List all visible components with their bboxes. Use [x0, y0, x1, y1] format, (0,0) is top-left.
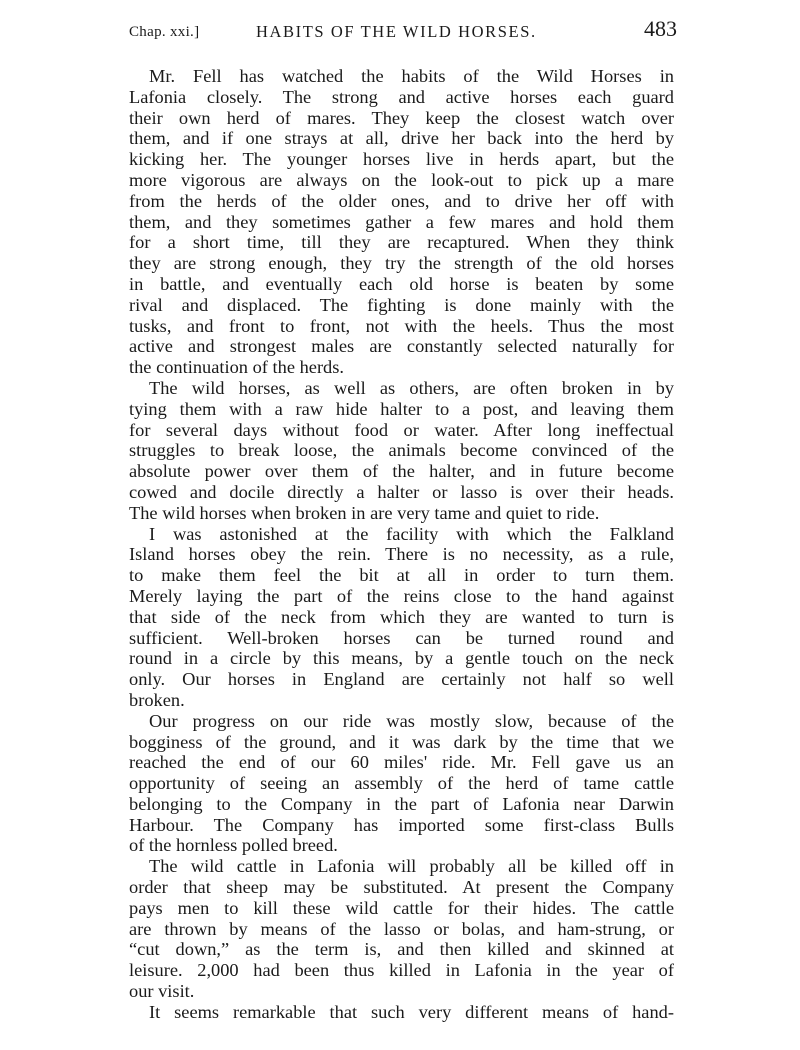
- text-line: The wild cattle in Lafonia will probably all be killed off in: [149, 856, 674, 877]
- paragraph: [129, 711, 674, 857]
- text-line: are thrown by means of the lasso or bolas, and ham-strung, or: [129, 918, 674, 939]
- text-line: more vigorous are always on the look-out to pick up a mare: [129, 169, 674, 190]
- text-line: Merely laying the part of the reins close to the hand against: [129, 585, 674, 606]
- text-line: bogginess of the ground, and it was dark by the time that we: [129, 731, 674, 752]
- text-line: leisure. 2,000 had been thus killed in Lafonia in the year of: [129, 960, 674, 981]
- text-line: round in a circle by this means, by a gentle touch on the neck: [129, 648, 674, 669]
- paragraph: [129, 1002, 674, 1023]
- text-line: The wild horses, as well as others, are often broken in by: [149, 377, 674, 398]
- text-line: Our progress on our ride was mostly slow, because of the: [149, 710, 674, 731]
- text-line: rival and displaced. The fighting is done mainly with the: [129, 294, 674, 315]
- text-line: our visit.: [129, 981, 195, 1002]
- text-line: order that sheep may be substituted. At present the Company: [129, 877, 674, 898]
- text-line: belonging to the Company in the part of Lafonia near Darwin: [129, 793, 674, 814]
- text-line: Island horses obey the rein. There is no necessity, as a rule,: [129, 544, 674, 565]
- text-line: sufficient. Well-broken horses can be turned round and: [129, 627, 674, 648]
- text-line: that side of the neck from which they are wanted to turn is: [129, 606, 674, 627]
- text-line: from the herds of the older ones, and to drive her off with: [129, 190, 674, 211]
- text-line: they are strong enough, they try the strength of the old horses: [129, 253, 674, 274]
- text-line: I was astonished at the facility with which the Falkland: [149, 523, 674, 544]
- text-line: their own herd of mares. They keep the closest watch over: [129, 107, 674, 128]
- text-line: tusks, and front to front, not with the heels. Thus the most: [129, 315, 674, 336]
- page-number: 483: [644, 16, 677, 41]
- text-line: Mr. Fell has watched the habits of the Wild Horses in: [149, 66, 674, 86]
- running-head: [129, 16, 677, 50]
- text-line: Harbour. The Company has imported some first-class Bulls: [129, 814, 674, 835]
- text-line: only. Our horses in England are certainly not half so well: [129, 669, 674, 690]
- text-line: for a short time, till they are recaptured. When they think: [129, 232, 674, 253]
- text-line: The wild horses when broken in are very tame and quiet to ride.: [129, 502, 600, 523]
- text-line: “cut down,” as the term is, and then killed and skinned at: [129, 939, 674, 960]
- text-line: for several days without food or water. After long ineffectual: [129, 419, 674, 440]
- text-line: the continuation of the herds.: [129, 357, 345, 378]
- text-line: cowed and docile directly a halter or lasso is over their heads.: [129, 481, 674, 502]
- text-line: It seems remarkable that such very different means of hand-: [149, 1001, 674, 1022]
- text-line: to make them feel the bit at all in order to turn them.: [129, 565, 674, 586]
- text-line: active and strongest males are constantly selected naturally for: [129, 336, 674, 357]
- text-line: struggles to break loose, the animals become convinced of the: [129, 440, 674, 461]
- body-text: [129, 66, 674, 1023]
- paragraph: [129, 378, 674, 524]
- text-line: opportunity of seeing an assembly of the herd of tame cattle: [129, 773, 674, 794]
- text-line: kicking her. The younger horses live in herds apart, but the: [129, 149, 674, 170]
- text-line: them, and if one strays at all, drive her back into the herd by: [129, 128, 674, 149]
- text-line: them, and they sometimes gather a few mares and hold them: [129, 211, 674, 232]
- paragraph: [129, 856, 674, 1002]
- text-line: Lafonia closely. The strong and active horses each guard: [129, 86, 674, 107]
- text-line: absolute power over them of the halter, and in future become: [129, 461, 674, 482]
- chapter-label: Chap. xxi.]: [129, 24, 200, 40]
- text-line: in battle, and eventually each old horse is beaten by some: [129, 273, 674, 294]
- text-line: pays men to kill these wild cattle for their hides. The cattle: [129, 897, 674, 918]
- text-line: broken.: [129, 689, 185, 710]
- text-line: reached the end of our 60 miles' ride. Mr. Fell gave us an: [129, 752, 674, 773]
- running-title: HABITS OF THE WILD HORSES.: [256, 22, 537, 41]
- text-line: tying them with a raw hide halter to a post, and leaving them: [129, 398, 674, 419]
- paragraph: [129, 66, 674, 378]
- text-line: of the hornless polled breed.: [129, 835, 338, 856]
- paragraph: [129, 524, 674, 711]
